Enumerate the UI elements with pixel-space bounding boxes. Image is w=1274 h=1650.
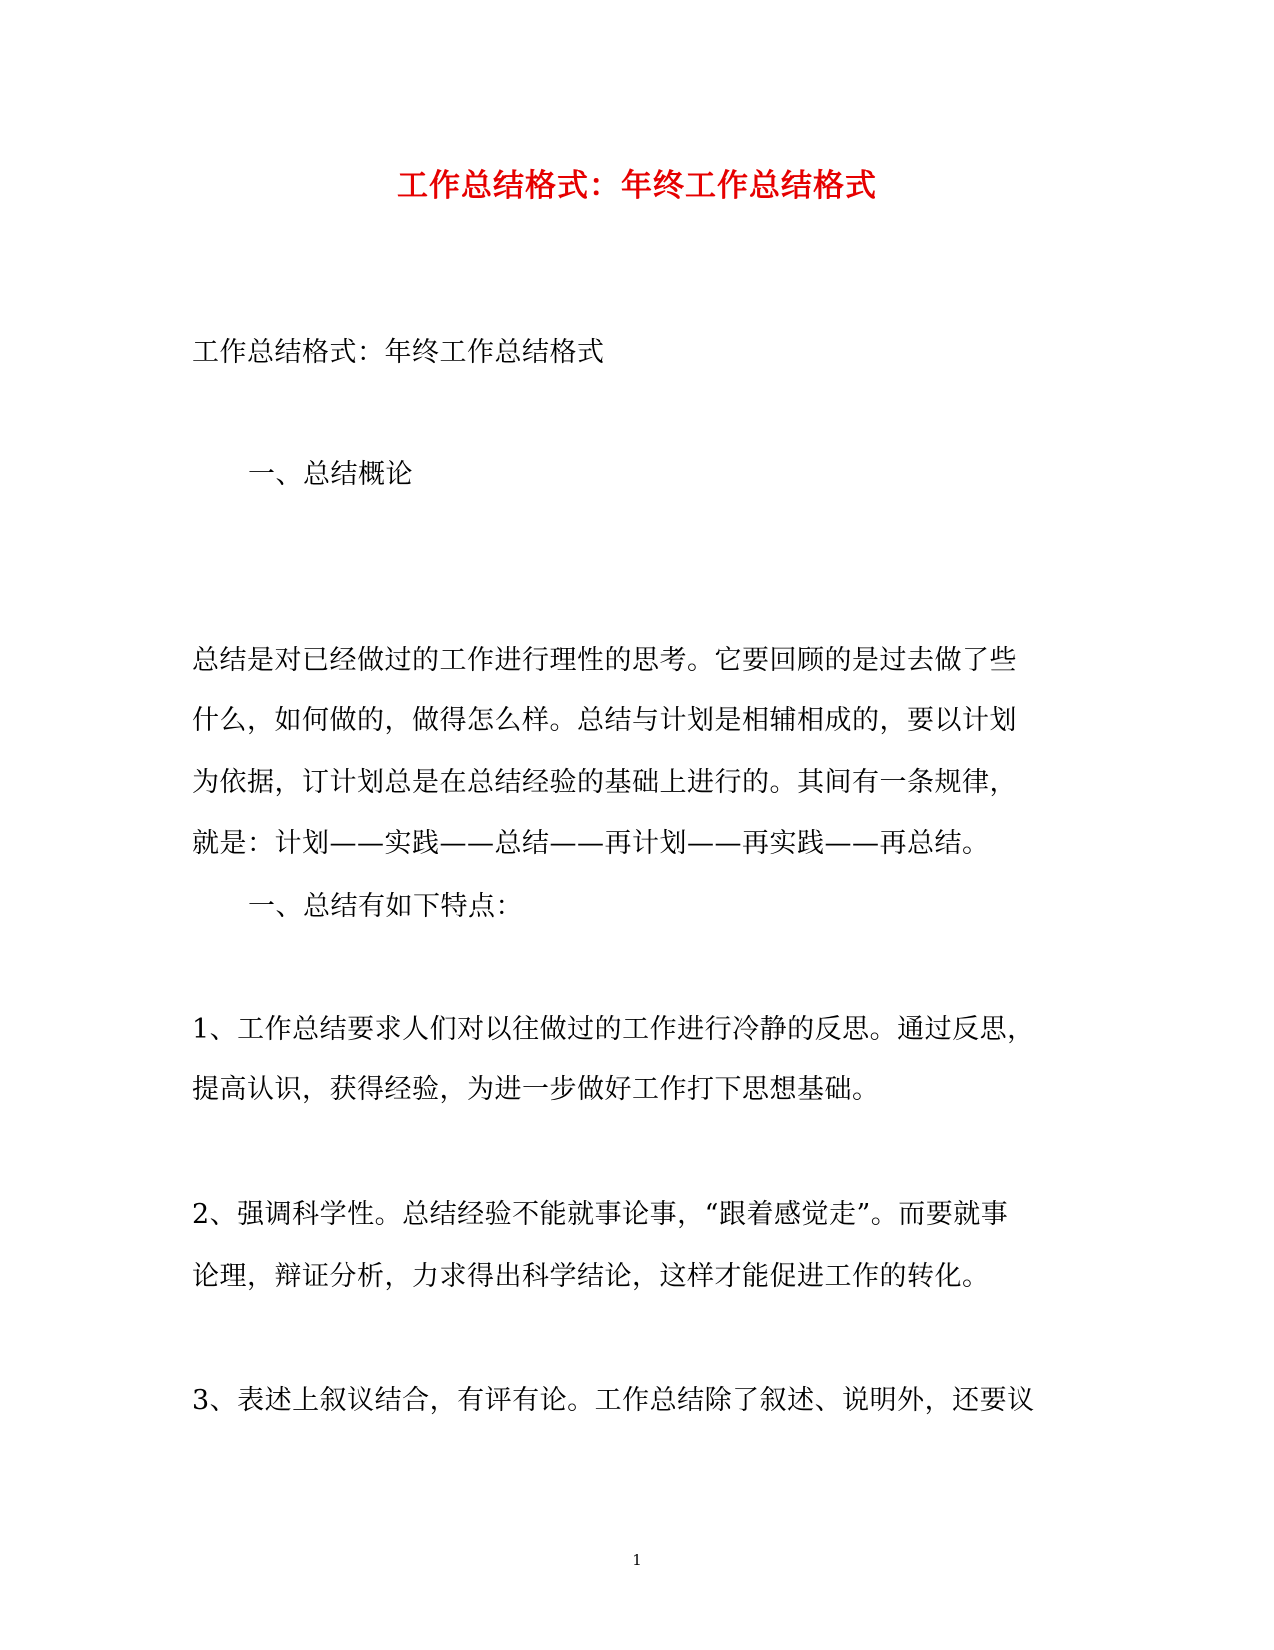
paragraph-line: 1、工作总结要求人们对以往做过的工作进行冷静的反思。通过反思， bbox=[192, 1014, 1035, 1045]
section-heading-features: 一、总结有如下特点： bbox=[248, 891, 523, 922]
paragraph-line: 什么，如何做的，做得怎么样。总结与计划是相辅相成的，要以计划 bbox=[192, 705, 1017, 736]
page-number: 1 bbox=[632, 1551, 642, 1569]
paragraph-line: 提高认识，获得经验，为进一步做好工作打下思想基础。 bbox=[192, 1074, 880, 1105]
paragraph-line: 为依据，订计划总是在总结经验的基础上进行的。其间有一条规律， bbox=[192, 767, 1017, 798]
paragraph-line: 总结是对已经做过的工作进行理性的思考。它要回顾的是过去做了些 bbox=[192, 645, 1017, 676]
paragraph-line: 论理，辩证分析，力求得出科学结论，这样才能促进工作的转化。 bbox=[192, 1261, 990, 1292]
section-heading-overview: 一、总结概论 bbox=[248, 459, 413, 490]
document-subtitle: 工作总结格式：年终工作总结格式 bbox=[192, 337, 605, 368]
paragraph-line: 2、强调科学性。总结经验不能就事论事，“跟着感觉走”。而要就事 bbox=[192, 1199, 1009, 1230]
paragraph-line: 3、表述上叙议结合，有评有论。工作总结除了叙述、说明外，还要议 bbox=[192, 1385, 1035, 1416]
paragraph-line: 就是：计划——实践——总结——再计划——再实践——再总结。 bbox=[192, 828, 990, 859]
page-title: 工作总结格式：年终工作总结格式 bbox=[397, 168, 877, 204]
